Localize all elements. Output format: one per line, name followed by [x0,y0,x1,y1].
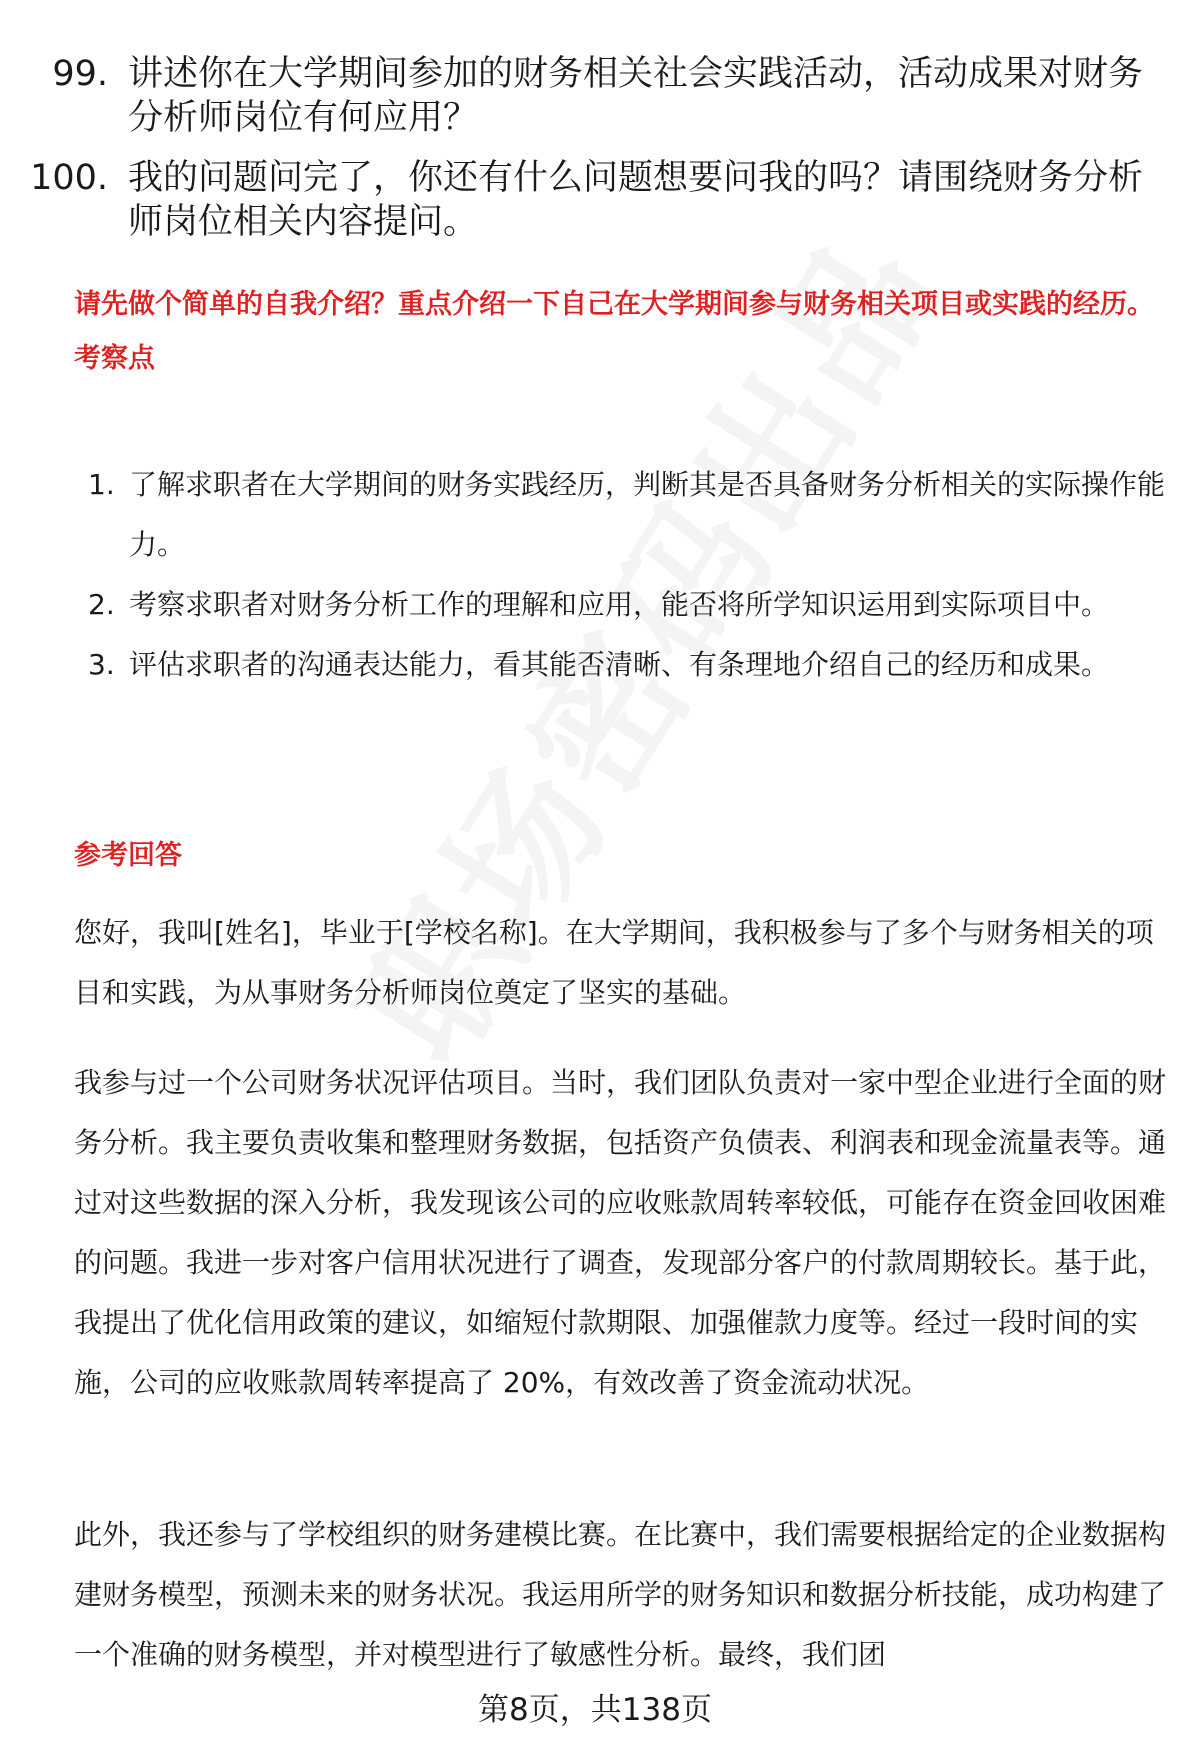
question-number: 99. [52,54,108,94]
point-number: 1. [88,468,115,501]
question-list [0,52,1190,260]
answer-heading: 参考回答 [74,840,182,871]
question-item [0,156,1190,244]
section-question: 请先做个简单的自我介绍？重点介绍一下自己在大学期间参与财务相关项目或实践的经历。 [74,289,1154,320]
question-item [0,52,1190,140]
points-heading: 考察点 [74,343,155,374]
answer-paragraph: 您好，我叫[姓名]，毕业于[学校名称]。在大学期间，我积极参与了多个与财务相关的项目和实践，为从事财务分析师岗位奠定了坚实的基础。 [74,916,1154,1009]
point-text: 考察求职者对财务分析工作的理解和应用，能否将所学知识运用到实际项目中。 [129,588,1110,621]
point-item [74,455,1170,575]
point-text: 评估求职者的沟通表达能力，看其能否清晰、有条理地介绍自己的经历和成果。 [129,648,1110,681]
question-text: 我的问题问完了，你还有什么问题想要问我的吗？请围绕财务分析师岗位相关内容提问。 [128,158,1144,242]
point-item [74,635,1170,695]
point-item [74,575,1170,635]
page-footer: 第8页，共138页 [478,1692,712,1728]
point-text: 了解求职者在大学期间的财务实践经历，判断其是否具备财务分析相关的实际操作能力。 [129,468,1166,561]
point-number: 2. [88,588,115,621]
question-text: 讲述你在大学期间参加的财务相关社会实践活动，活动成果对财务分析师岗位有何应用？ [128,54,1144,138]
answer-paragraph: 我参与过一个公司财务状况评估项目。当时，我们团队负责对一家中型企业进行全面的财务分析。我主要负责收集和整理财务数据，包括资产负债表、利润表和现金流量表等。通过对这些数据的深入分析，我发现该公司的应收账款周转率较低，可能存在资金回收困难的问题。我进一步对客户信用状况进行了调查，发现部分客户的付款周期较长。基于此，我提出了优化信用政策的建议，如缩短付款期限、加强催款力度等。经过一段时间的实施，公司的应收账款周转率提高了 20%，有效改善了资金流动状况。 [74,1066,1167,1399]
question-number: 100. [30,158,108,198]
answer-paragraph: 此外，我还参与了学校组织的财务建模比赛。在比赛中，我们需要根据给定的企业数据构建财务模型，预测未来的财务状况。我运用所学的财务知识和数据分析技能，成功构建了一个准确的财务模型，并对模型进行了敏感性分析。最终，我们团 [74,1518,1167,1671]
point-number: 3. [88,648,115,681]
points-list [74,455,1170,695]
